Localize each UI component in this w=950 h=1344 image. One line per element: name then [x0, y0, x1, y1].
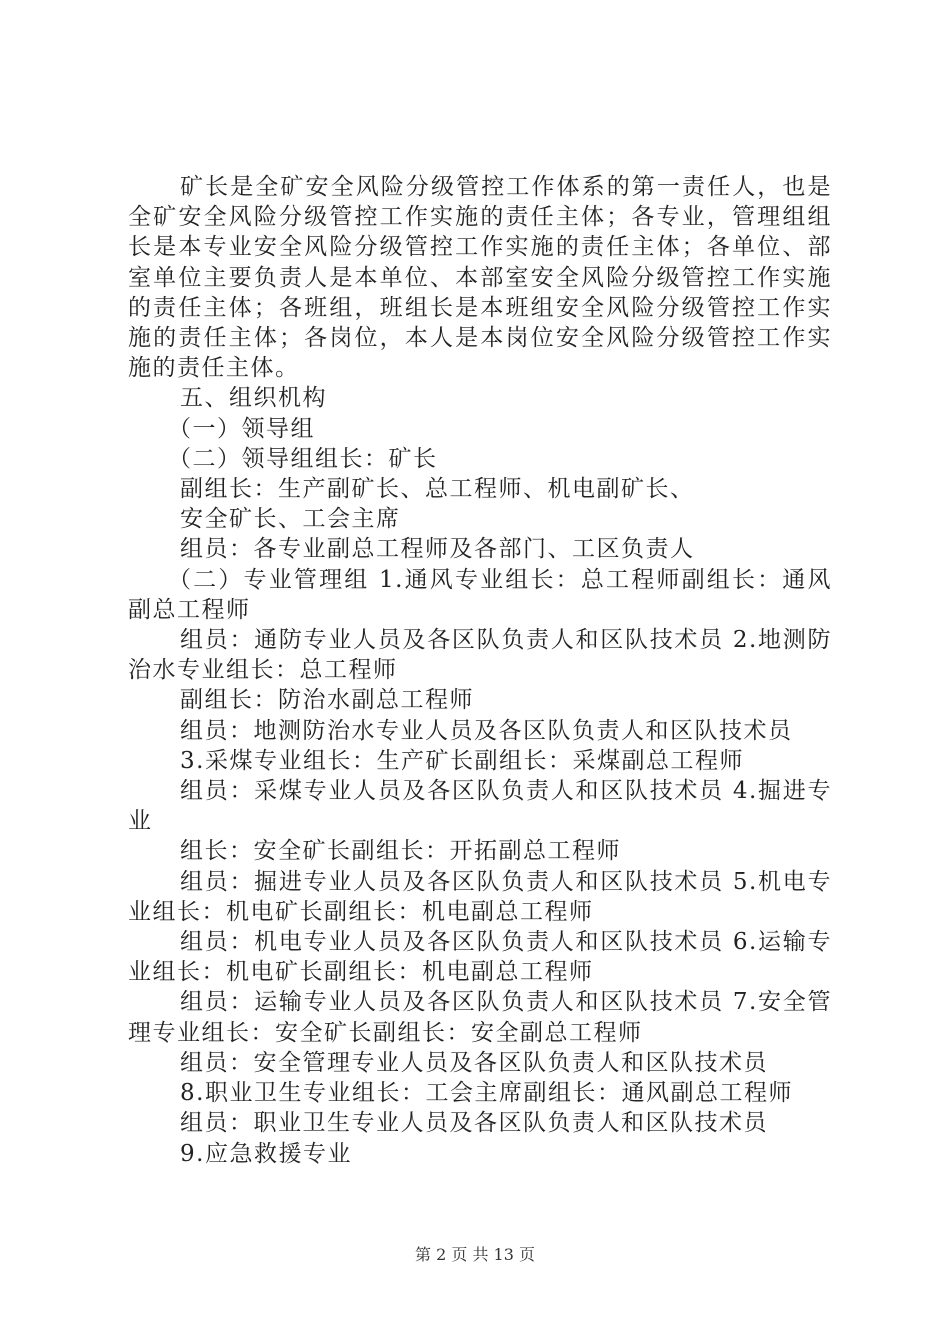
coal-mining-members: 组员：采煤专业人员及各区队负责人和区队技术员 4.掘进专业: [128, 778, 832, 835]
occupational-health-group: 8.职业卫生专业组长：工会主席副组长：通风副总工程师: [180, 1080, 793, 1107]
electromechanical-members: 组员：机电专业人员及各区队负责人和区队技术员 6.运输专业组长：机电矿长副组长：机电副总工程师: [128, 929, 832, 986]
occupational-health-members: 组员：职业卫生专业人员及各区队负责人和区队技术员: [180, 1110, 768, 1137]
water-deputy-leader: 副组长：防治水副总工程师: [180, 687, 474, 714]
ventilation-members: 组员：通防专业人员及各区队负责人和区队技术员 2.地测防治水专业组长：总工程师: [128, 627, 832, 684]
safety-management-members: 组员：安全管理专业人员及各区队负责人和区队技术员: [180, 1049, 768, 1076]
paragraph-responsibility: 矿长是全矿安全风险分级管控工作体系的第一责任人，也是全矿安全风险分级管控工作实施的责任主体；各专业，管理组组长是本专业安全风险分级管控工作实施的责任主体；各单位、部室单位主要负责人是本单位、本部室安全风险分级管控工作实施的责任主体；各班组，班组长是本班组安全风险分级管控工作实施的责任主体；各岗位，本人是本岗位安全风险分级管控工作实施的责任主体。: [128, 174, 832, 382]
excavation-leader: 组长：安全矿长副组长：开拓副总工程师: [180, 838, 621, 865]
leadership-group-leader: （二）领导组组长：矿长: [168, 445, 438, 472]
professional-management-group: （二）专业管理组 1.通风专业组长：总工程师副组长：通风副总工程师: [128, 566, 832, 623]
document-body: [128, 172, 832, 1169]
transport-members: 组员：运输专业人员及各区队负责人和区队技术员 7.安全管理专业组长：安全矿长副组长：安全副总工程师: [128, 989, 832, 1046]
deputy-leaders-line-continued: 安全矿长、工会主席: [180, 506, 401, 533]
members-line: 组员：各专业副总工程师及各部门、工区负责人: [180, 536, 695, 563]
excavation-members: 组员：掘进专业人员及各区队负责人和区队技术员 5.机电专业组长：机电矿长副组长：机电副总工程师: [128, 868, 832, 925]
page-number-footer: 第 2 页 共 13 页: [415, 1245, 535, 1264]
emergency-rescue-heading: 9.应急救援专业: [180, 1140, 352, 1167]
subheading-leadership-group: （一）领导组: [168, 415, 315, 442]
water-members: 组员：地测防治水专业人员及各区队负责人和区队技术员: [180, 717, 793, 744]
deputy-leaders-line: 副组长：生产副矿长、总工程师、机电副矿长、: [180, 476, 695, 503]
section-heading-organization: 五、组织机构: [180, 385, 327, 412]
coal-mining-group: 3.采煤专业组长：生产矿长副组长：采煤副总工程师: [180, 747, 744, 774]
